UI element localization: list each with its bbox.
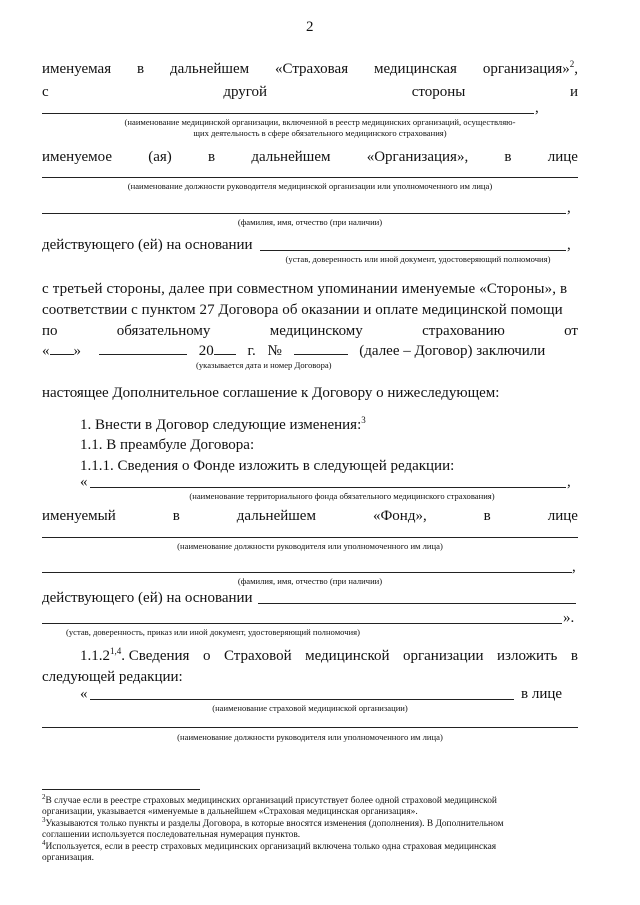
quote-close: » bbox=[73, 343, 81, 359]
blank-line-insurer-position bbox=[42, 727, 578, 728]
word: организация» bbox=[482, 61, 570, 77]
item-1-1-2-line2: следующей редакции: bbox=[42, 669, 183, 685]
blank-line-fund-basis-cont bbox=[42, 623, 562, 624]
caption-fund-position: (наименование должности руководителя или уполномоченного им лица) bbox=[177, 541, 443, 551]
year-blank bbox=[214, 341, 236, 355]
word: . Сведения bbox=[121, 648, 190, 664]
caption-fullname: (фамилия, имя, отчество (при наличии) bbox=[237, 217, 383, 227]
footnote-line bbox=[42, 830, 602, 841]
caption-fund-fullname: (фамилия, имя, отчество (при наличии) bbox=[237, 576, 383, 586]
caption-fund-basis: (устав, доверенность, приказ или иной документ, удостоверяющий полномочия) bbox=[66, 627, 360, 637]
line-end-comma: , bbox=[567, 474, 571, 490]
item-1 bbox=[80, 416, 366, 434]
line-end-comma: , bbox=[567, 237, 571, 253]
word: в bbox=[208, 149, 216, 165]
footnote-text: организации, указывается «именуемые в дальнейшем «Страховая медицинская организация». bbox=[42, 807, 418, 818]
blank-line-position bbox=[42, 177, 578, 178]
caption-position: (наименование должности руководителя медицинской организации или уполномоченного им лица) bbox=[127, 181, 493, 191]
word: медицинскому bbox=[269, 323, 363, 339]
year-prefix: 20 bbox=[198, 343, 214, 359]
blank-line-fund-basis bbox=[258, 603, 576, 604]
word: в bbox=[137, 61, 145, 77]
paragraph-third-party-line3 bbox=[42, 322, 578, 340]
footnote-text: Указываются только пункты и разделы Договора, в которые вносятся изменения (дополнения). В Дополнительном bbox=[45, 818, 504, 829]
word: именуемый bbox=[42, 508, 116, 524]
item-1-text: 1. Внести в Договор следующие изменения: bbox=[80, 417, 362, 433]
number-sign: № bbox=[267, 343, 282, 359]
quote-open: « bbox=[80, 686, 88, 702]
word: в bbox=[172, 508, 180, 524]
word: медицинской bbox=[305, 648, 390, 664]
line-end-close-quote: ». bbox=[563, 610, 575, 626]
item-number bbox=[80, 647, 189, 665]
paragraph-other-party bbox=[42, 83, 578, 101]
caption-basis: (устав, доверенность или иной документ, удостоверяющий полномочия) bbox=[285, 254, 551, 264]
paragraph-acting-basis: действующего (ей) на основании bbox=[42, 237, 253, 253]
footnote-line bbox=[42, 807, 602, 818]
word: от bbox=[564, 323, 578, 339]
word: (ая) bbox=[148, 149, 172, 165]
word: Страховой bbox=[223, 648, 292, 664]
blank-line-organization bbox=[42, 113, 534, 114]
paragraph-naming-insurer bbox=[42, 60, 578, 78]
blank-line-fund-position bbox=[42, 537, 578, 538]
month-blank bbox=[99, 341, 187, 355]
number-blank bbox=[294, 341, 348, 355]
blank-line-insurer-name bbox=[90, 699, 514, 700]
day-blank bbox=[50, 341, 74, 355]
line-end-comma: , bbox=[535, 100, 539, 116]
word: стороны bbox=[411, 84, 466, 100]
word: в bbox=[570, 648, 578, 664]
word: страхованию bbox=[422, 323, 505, 339]
caption-organization-line2: щих деятельность в сфере обязательного медицинского страхования) bbox=[193, 128, 447, 138]
in-person-of: в лице bbox=[521, 686, 563, 702]
footnote-text: соглашении используется последовательная нумерация пунктов. bbox=[42, 830, 301, 841]
word: с bbox=[42, 84, 49, 100]
word: по bbox=[42, 323, 58, 339]
footnote-line bbox=[42, 815, 602, 830]
footnote-number: 4 bbox=[42, 838, 46, 847]
footnote-separator bbox=[42, 789, 200, 790]
word: медицинская bbox=[373, 61, 457, 77]
caption-insurer-name: (наименование страховой медицинской организации) bbox=[212, 703, 408, 713]
footnote-text: организация. bbox=[42, 853, 94, 864]
footnote-ref: 3 bbox=[361, 415, 366, 425]
word: именуемая bbox=[42, 61, 112, 77]
word: другой bbox=[223, 84, 268, 100]
word: в bbox=[504, 149, 512, 165]
word: «Страховая bbox=[275, 61, 349, 77]
paragraph-agreement: настоящее Дополнительное соглашение к Договору о нижеследующем: bbox=[42, 385, 500, 401]
footnote-line bbox=[42, 838, 602, 853]
paragraph-third-party-line2: соответствии с пунктом 27 Договора об оказании и оплате медицинской помощи bbox=[42, 302, 563, 318]
quote-open: « bbox=[42, 343, 50, 359]
line-end-comma: , bbox=[567, 200, 571, 216]
word: лице bbox=[547, 508, 578, 524]
caption-organization-line1: (наименование медицинской организации, включенной в реестр медицинских организаций, осуществляю- bbox=[124, 117, 516, 127]
footnote-number: 2 bbox=[42, 792, 46, 801]
footnote-number: 3 bbox=[42, 815, 46, 824]
paragraph-naming-organization bbox=[42, 148, 578, 166]
caption-contract-date: (указывается дата и номер Договора) bbox=[196, 360, 332, 370]
word: изложить bbox=[497, 648, 558, 664]
footnote-text: Используется, если в реестр страховых медицинских организаций включена только одна страховая медицинская bbox=[45, 841, 497, 852]
page-number: 2 bbox=[306, 19, 314, 35]
contract-tail: (далее – Договор) заключили bbox=[359, 343, 546, 359]
comma: , bbox=[574, 61, 578, 77]
item-num: 1.1.2 bbox=[80, 648, 110, 664]
word: именуемое bbox=[42, 149, 112, 165]
word: дальнейшем bbox=[169, 61, 250, 77]
blank-line-fullname bbox=[42, 213, 566, 214]
paragraph-third-party-line1: с третьей стороны, далее при совместном упоминании именуемые «Стороны», в bbox=[42, 281, 568, 297]
footnotes bbox=[42, 792, 602, 864]
word: дальнейшем bbox=[251, 149, 331, 165]
paragraph-naming-fund bbox=[42, 507, 578, 525]
paragraph-fund-acting-basis: действующего (ей) на основании bbox=[42, 590, 253, 606]
word: лице bbox=[547, 149, 578, 165]
caption-insurer-position: (наименование должности руководителя или уполномоченного им лица) bbox=[177, 732, 443, 742]
blank-line-fund-name bbox=[90, 487, 566, 488]
line-end-comma: , bbox=[572, 559, 576, 575]
footnote-text: В случае если в реестре страховых медицинских организаций присутствует более одной страховой медицинской bbox=[45, 796, 497, 806]
item-1-1-1: 1.1.1. Сведения о Фонде изложить в следующей редакции: bbox=[80, 458, 455, 474]
word-with-footnote bbox=[483, 60, 578, 78]
item-1-1: 1.1. В преамбуле Договора: bbox=[80, 437, 255, 453]
paragraph-contract-date bbox=[42, 341, 582, 360]
footnote-ref: 2 bbox=[569, 59, 575, 69]
word: дальнейшем bbox=[236, 508, 316, 524]
blank-line-fund-fullname bbox=[42, 572, 572, 573]
word: «Фонд», bbox=[372, 508, 427, 524]
word: организации bbox=[403, 648, 484, 664]
quote-open: « bbox=[80, 474, 88, 490]
year-suffix: г. bbox=[247, 343, 256, 359]
blank-line-basis bbox=[260, 250, 566, 251]
word: обязательному bbox=[116, 323, 211, 339]
footnote-ref: 1,4 bbox=[110, 646, 122, 656]
caption-fund-name: (наименование территориального фонда обязательного медицинского страхования) bbox=[189, 491, 495, 501]
word: о bbox=[202, 648, 211, 664]
footnote-line bbox=[42, 792, 602, 807]
word: и bbox=[569, 84, 578, 100]
footnote-line bbox=[42, 853, 602, 864]
word: в bbox=[483, 508, 491, 524]
word: «Организация», bbox=[366, 149, 469, 165]
item-1-1-2 bbox=[80, 647, 578, 665]
